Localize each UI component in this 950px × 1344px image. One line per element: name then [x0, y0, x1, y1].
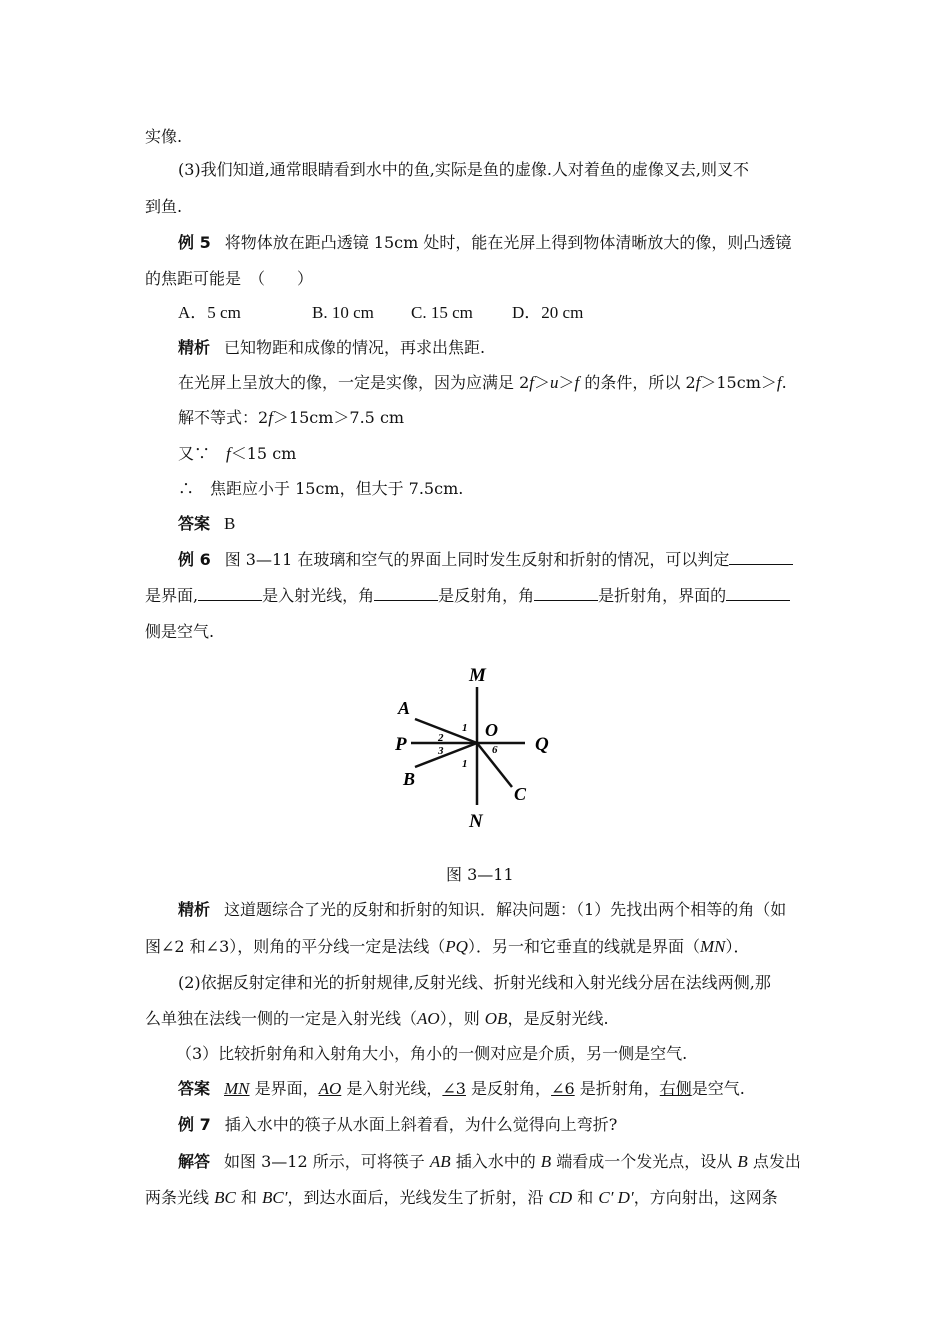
text-fragment: ，是反射光线.: [507, 1009, 609, 1028]
option-d: D．20 cm: [512, 303, 584, 322]
text-fragment: .: [781, 373, 787, 392]
var-mn: MN: [699, 937, 726, 956]
text-fragment: ＜15 cm: [230, 444, 297, 463]
var-f: f: [529, 373, 535, 392]
analysis-3-line-2: [145, 1008, 609, 1030]
var-bc-prime: BC′: [262, 1188, 288, 1207]
angle-1-lower: 1: [462, 758, 468, 770]
answer-right-side: 右侧: [659, 1079, 692, 1098]
var-f: f: [268, 408, 273, 427]
text-fragment: ），则: [439, 1009, 485, 1028]
option-a: A．5 cm: [178, 303, 241, 322]
text-fragment: ，方向射出，这网条: [633, 1188, 778, 1207]
text-fragment: 在光屏上呈放大的像，一定是实像，因为应满足 2: [178, 373, 530, 392]
example-label: 例 7: [178, 1115, 211, 1134]
text-fragment: 么单独在法线一侧的一定是入射光线（: [145, 1009, 418, 1028]
var-f: f: [574, 373, 580, 392]
symbol: ＞: [558, 373, 575, 392]
example-5: [178, 232, 791, 254]
solution-label: 解答: [178, 1152, 211, 1171]
example-6: [178, 549, 793, 571]
label-a: A: [398, 698, 411, 718]
text-fragment: 点发出: [747, 1152, 801, 1171]
ray-ao: [415, 719, 477, 743]
text-line: （3）比较折射角和入射角大小，角小的一侧对应是介质，另一侧是空气.: [176, 1044, 688, 1063]
fill-blank: [374, 586, 438, 601]
analysis-label: 精析: [178, 338, 211, 357]
var-ab: AB: [429, 1152, 451, 1171]
text-fragment: ，到达水面后，光线发生了折射，沿: [287, 1188, 549, 1207]
therefore-line: ∴ 焦距应小于 15cm，但大于 7.5cm.: [178, 479, 464, 498]
text-fragment: 是反射角，: [465, 1079, 552, 1098]
example-text: 将物体放在距凸透镜 15cm 处时，能在光屏上得到物体清晰放大的像，则凸透镜: [224, 233, 792, 252]
label-b: B: [403, 769, 416, 789]
text-fragment: 是入射光线，: [341, 1079, 443, 1098]
angle-2: 2: [438, 732, 444, 744]
answer-5: [178, 513, 235, 535]
text-line: (3)我们知道,通常眼睛看到水中的鱼,实际是鱼的虚像.人对着鱼的虚像叉去,则叉不: [178, 160, 750, 179]
text-fragment: 又∵: [178, 444, 227, 463]
text-line: 侧是空气.: [145, 622, 215, 641]
answer-ao: AO: [318, 1079, 342, 1098]
text-fragment: 是折射角，界面的: [598, 586, 727, 605]
var-ao: AO: [417, 1009, 440, 1028]
ray-ob: [415, 743, 477, 767]
var-b: B: [540, 1152, 552, 1171]
example-6-line-2: [145, 585, 790, 607]
var-pq: PQ: [445, 937, 468, 956]
option-c: C. 15 cm: [411, 303, 473, 322]
symbol: ＞: [534, 373, 551, 392]
label-c: C: [514, 784, 527, 804]
example-7: [178, 1114, 617, 1136]
text-fragment: ）．: [725, 937, 750, 956]
text-line: (2)依据反射定律和光的折射规律,反射光线、折射光线和入射光线分居在法线两侧,那: [178, 973, 771, 992]
label-o: O: [485, 720, 498, 740]
analysis-text: 这道题综合了光的反射和折射的知识．解决问题：（1）先找出两个相等的角（如: [224, 900, 787, 919]
example-text: 插入水中的筷子从水面上斜着看，为什么觉得向上弯折?: [224, 1115, 618, 1134]
condition-line: [178, 372, 787, 394]
var-b: B: [737, 1152, 748, 1171]
text-fragment: ＞15cm＞: [700, 373, 777, 392]
label-q: Q: [535, 734, 549, 755]
because-line: [178, 443, 296, 465]
fill-blank: [726, 586, 790, 601]
option-b: B. 10 cm: [312, 303, 374, 322]
answer-6: [178, 1078, 745, 1100]
text-fragment: 是折射角，: [574, 1079, 660, 1098]
text-fragment: 和: [572, 1188, 599, 1207]
var-f: f: [226, 444, 231, 463]
example-label: 例 6: [178, 550, 211, 569]
var-u: u: [550, 373, 559, 392]
solution-line-2: [145, 1187, 778, 1209]
analysis-2: [178, 899, 786, 921]
angle-1-upper: 1: [462, 722, 468, 734]
text-fragment: ）．另一和它垂直的线就是界面（: [467, 937, 700, 956]
angle-6: 6: [492, 744, 498, 756]
label-p: P: [395, 734, 407, 755]
answer-label: 答案: [178, 514, 211, 533]
text-fragment: 两条光线: [145, 1188, 215, 1207]
fill-blank: [729, 550, 793, 565]
analysis-label: 精析: [178, 900, 211, 919]
figure-caption: 图 3—11: [446, 865, 514, 884]
fill-blank: [534, 586, 598, 601]
analysis-text: 已知物距和成像的情况，再求出焦距.: [224, 338, 486, 357]
reflection-refraction-figure: [385, 655, 565, 835]
text-fragment: 插入水中的: [450, 1152, 541, 1171]
text-line: 的焦距可能是 （ ）: [145, 269, 314, 288]
answer-angle-6: ∠6: [551, 1079, 575, 1098]
inequality-line: [178, 407, 404, 429]
text-fragment: 和: [235, 1188, 263, 1207]
text-fragment: ＞15cm＞7.5 cm: [272, 408, 405, 427]
var-f: f: [776, 373, 782, 392]
text-fragment: 是界面,: [145, 586, 199, 605]
label-m: M: [469, 665, 486, 686]
text-fragment: 是入射光线，角: [262, 586, 375, 605]
text-line: 实像.: [145, 127, 183, 146]
var-bc: BC: [214, 1188, 236, 1207]
text-fragment: 是反射角，角: [438, 586, 535, 605]
var-ob: OB: [484, 1009, 508, 1028]
example-label: 例 5: [178, 233, 211, 252]
answer-value: B: [224, 514, 236, 533]
solution-line-1: [178, 1151, 801, 1173]
var-cd: CD: [548, 1188, 573, 1207]
text-fragment: 解不等式：2: [178, 408, 269, 427]
var-f: f: [695, 373, 701, 392]
text-fragment: 是界面，: [249, 1079, 319, 1098]
answer-angle-3: ∠3: [442, 1079, 466, 1098]
text-fragment: 的条件，所以 2: [579, 373, 696, 392]
options-line: [178, 302, 584, 324]
text-fragment: 图∠2 和∠3），则角的平分线一定是法线（: [145, 937, 446, 956]
example-text: 图 3—11 在玻璃和空气的界面上同时发生反射和折射的情况，可以判定: [224, 550, 730, 569]
fill-blank: [198, 586, 262, 601]
angle-3: 3: [438, 745, 444, 757]
text-line: 到鱼.: [145, 197, 183, 216]
text-fragment: 如图 3—12 所示，可将筷子: [224, 1152, 430, 1171]
analysis-1: [178, 337, 485, 359]
text-fragment: 是空气.: [691, 1079, 745, 1098]
analysis-2-line-2: [145, 936, 749, 958]
label-n: N: [469, 811, 483, 832]
answer-label: 答案: [178, 1079, 211, 1098]
answer-mn: MN: [224, 1079, 250, 1098]
text-fragment: 端看成一个发光点，设从: [551, 1152, 738, 1171]
var-cd-prime: C′ D′: [598, 1188, 634, 1207]
